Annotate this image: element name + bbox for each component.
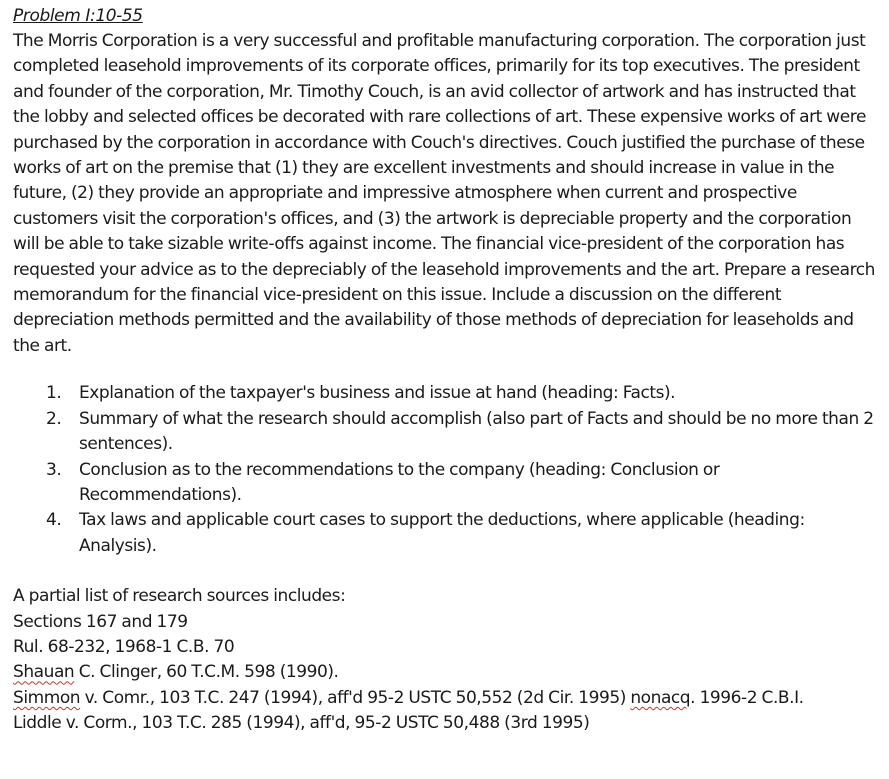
source-sections: Sections 167 and 179 (13, 611, 188, 632)
source-citation: . 1996-2 C.B.I. (690, 687, 804, 708)
list-item (46, 407, 877, 458)
list-item-text: Summary of what the research should accomplish (also part of Facts and should be no more than 2 sentences). (79, 408, 874, 455)
list-item-text: Explanation of the taxpayer's business and issue at hand (heading: Facts). (79, 383, 676, 404)
list-item-number: 2. (46, 408, 62, 429)
source-clinger-case (13, 660, 877, 685)
list-item-number: 1. (46, 383, 62, 404)
source-citation: v. Comr., 103 T.C. 247 (1994), aff'd 95-2 USTC 50,552 (2d Cir. 1995) (80, 687, 631, 708)
misspelled-word[interactable]: Simmon (13, 687, 81, 708)
list-item-number: 4. (46, 510, 62, 531)
list-item-text: Conclusion as to the recommendations to the company (heading: Conclusion or Recommendations). (79, 459, 720, 505)
document-page (13, 6, 877, 737)
list-item (46, 381, 877, 406)
research-sources (13, 584, 877, 736)
problem-description: The Morris Corporation is a very successful and profitable manufacturing corporation. The corporation just completed leasehold improvements of its corporate offices, primarily for its top executives. The president and founder of the corporation, Mr. Timothy Couch, is an avid collector of artwork and has instructed that the lobby and selected offices be decorated with rare collections of art. These expensive works of art were purchased by the corporation in accordance with Couch's directives. Couch justified the purchase of these works of art on the premise that (1) they are excellent investments and should increase in value in the future, (2) they provide an appropriate and impressive atmosphere when current and prospective customers visit the corporation's offices, and (3) the artwork is depreciable property and the corporation will be able to take sizable write-offs against income. The financial vice-president of the corporation has requested your advice as to the depreciably of the leasehold improvements and the art. Prepare a research memorandum for the financial vice-president on this issue. Include a discussion on the different depreciation methods permitted and the availability of those methods of depreciation for leaseholds and the art. (13, 31, 875, 356)
problem-title: Problem I:10-55 (13, 6, 143, 26)
source-citation: C. Clinger, 60 T.C.M. 598 (1990). (74, 662, 339, 683)
misspelled-word[interactable]: nonacq (630, 687, 691, 708)
list-item-text: Tax laws and applicable court cases to support the deductions, where applicable (heading: Analysis). (79, 510, 805, 556)
source-ruling: Rul. 68-232, 1968-1 C.B. 70 (13, 636, 235, 657)
misspelled-word[interactable]: Shauan (13, 662, 75, 683)
list-item (46, 458, 877, 509)
sources-intro: A partial list of research sources includes: (13, 586, 346, 607)
list-item-number: 3. (46, 459, 62, 480)
list-item (46, 508, 877, 559)
source-simmon-case (13, 686, 877, 711)
source-liddle-case: Liddle v. Corm., 103 T.C. 285 (1994), aff'd, 95-2 USTC 50,488 (3rd 1995) (13, 713, 590, 734)
requirements-list (13, 381, 877, 559)
